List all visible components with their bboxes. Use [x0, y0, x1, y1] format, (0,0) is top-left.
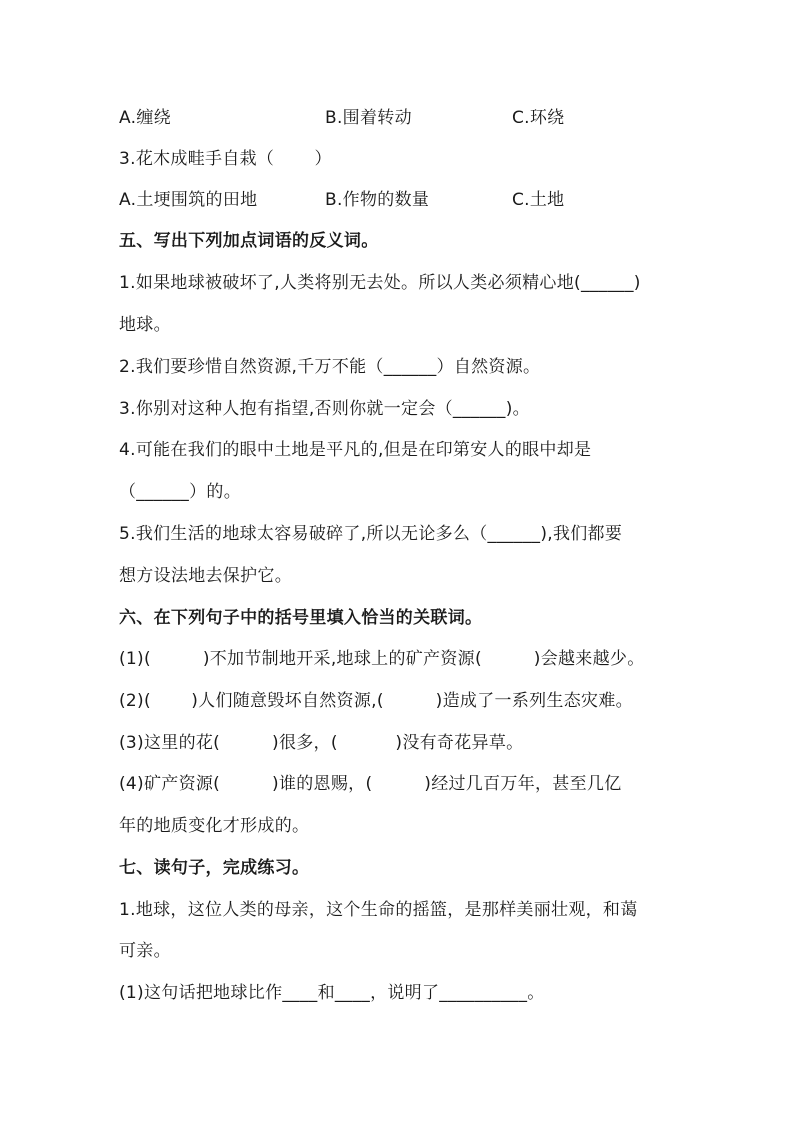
section5-line: 想方设法地去保护它。 [119, 566, 292, 586]
section5-line: 2.我们要珍惜自然资源,千万不能（______）自然资源。 [119, 357, 541, 377]
q3-option-a: A.土埂围筑的田地 [119, 190, 258, 210]
q2-option-a: A.缠绕 [119, 108, 171, 128]
section6-line: (2)( )人们随意毁坏自然资源,( )造成了一系列生态灾难。 [119, 691, 633, 711]
section6-line: (4)矿产资源( )谁的恩赐，( )经过几百万年，甚至几亿 [119, 774, 622, 794]
section6-line: 年的地质变化才形成的。 [119, 816, 310, 836]
section5-line: 1.如果地球被破坏了,人类将别无去处。所以人类必须精心地(______) [119, 273, 641, 293]
section7-line: 1.地球，这位人类的母亲，这个生命的摇篮，是那样美丽壮观，和蔼 [119, 900, 638, 920]
section5-line: 3.你别对这种人抱有指望,否则你就一定会（______)。 [119, 399, 530, 419]
section7-line: (1)这句话把地球比作____和____，说明了__________。 [119, 983, 545, 1003]
section5-line: 4.可能在我们的眼中土地是平凡的,但是在印第安人的眼中却是 [119, 440, 592, 460]
section6-line: (1)( )不加节制地开采,地球上的矿产资源( )会越来越少。 [119, 649, 645, 669]
section6-title: 六、在下列句子中的括号里填入恰当的关联词。 [119, 608, 483, 628]
section5-line: 5.我们生活的地球太容易破碎了,所以无论多么（______),我们都要 [119, 524, 623, 544]
section7-title: 七、读句子，完成练习。 [119, 858, 310, 878]
q3-option-c: C.土地 [512, 190, 565, 210]
q2-option-c: C.环绕 [512, 108, 565, 128]
section5-title: 五、写出下列加点词语的反义词。 [119, 231, 379, 251]
q3-stem: 3.花木成畦手自栽（ ） [119, 149, 332, 169]
section7-line: 可亲。 [119, 941, 171, 961]
q3-option-b: B.作物的数量 [325, 190, 430, 210]
section6-line: (3)这里的花( )很多，( )没有奇花异草。 [119, 733, 524, 753]
q2-option-b: B.围着转动 [325, 108, 412, 128]
section5-line: （______）的。 [119, 482, 241, 502]
section5-line: 地球。 [119, 315, 171, 335]
